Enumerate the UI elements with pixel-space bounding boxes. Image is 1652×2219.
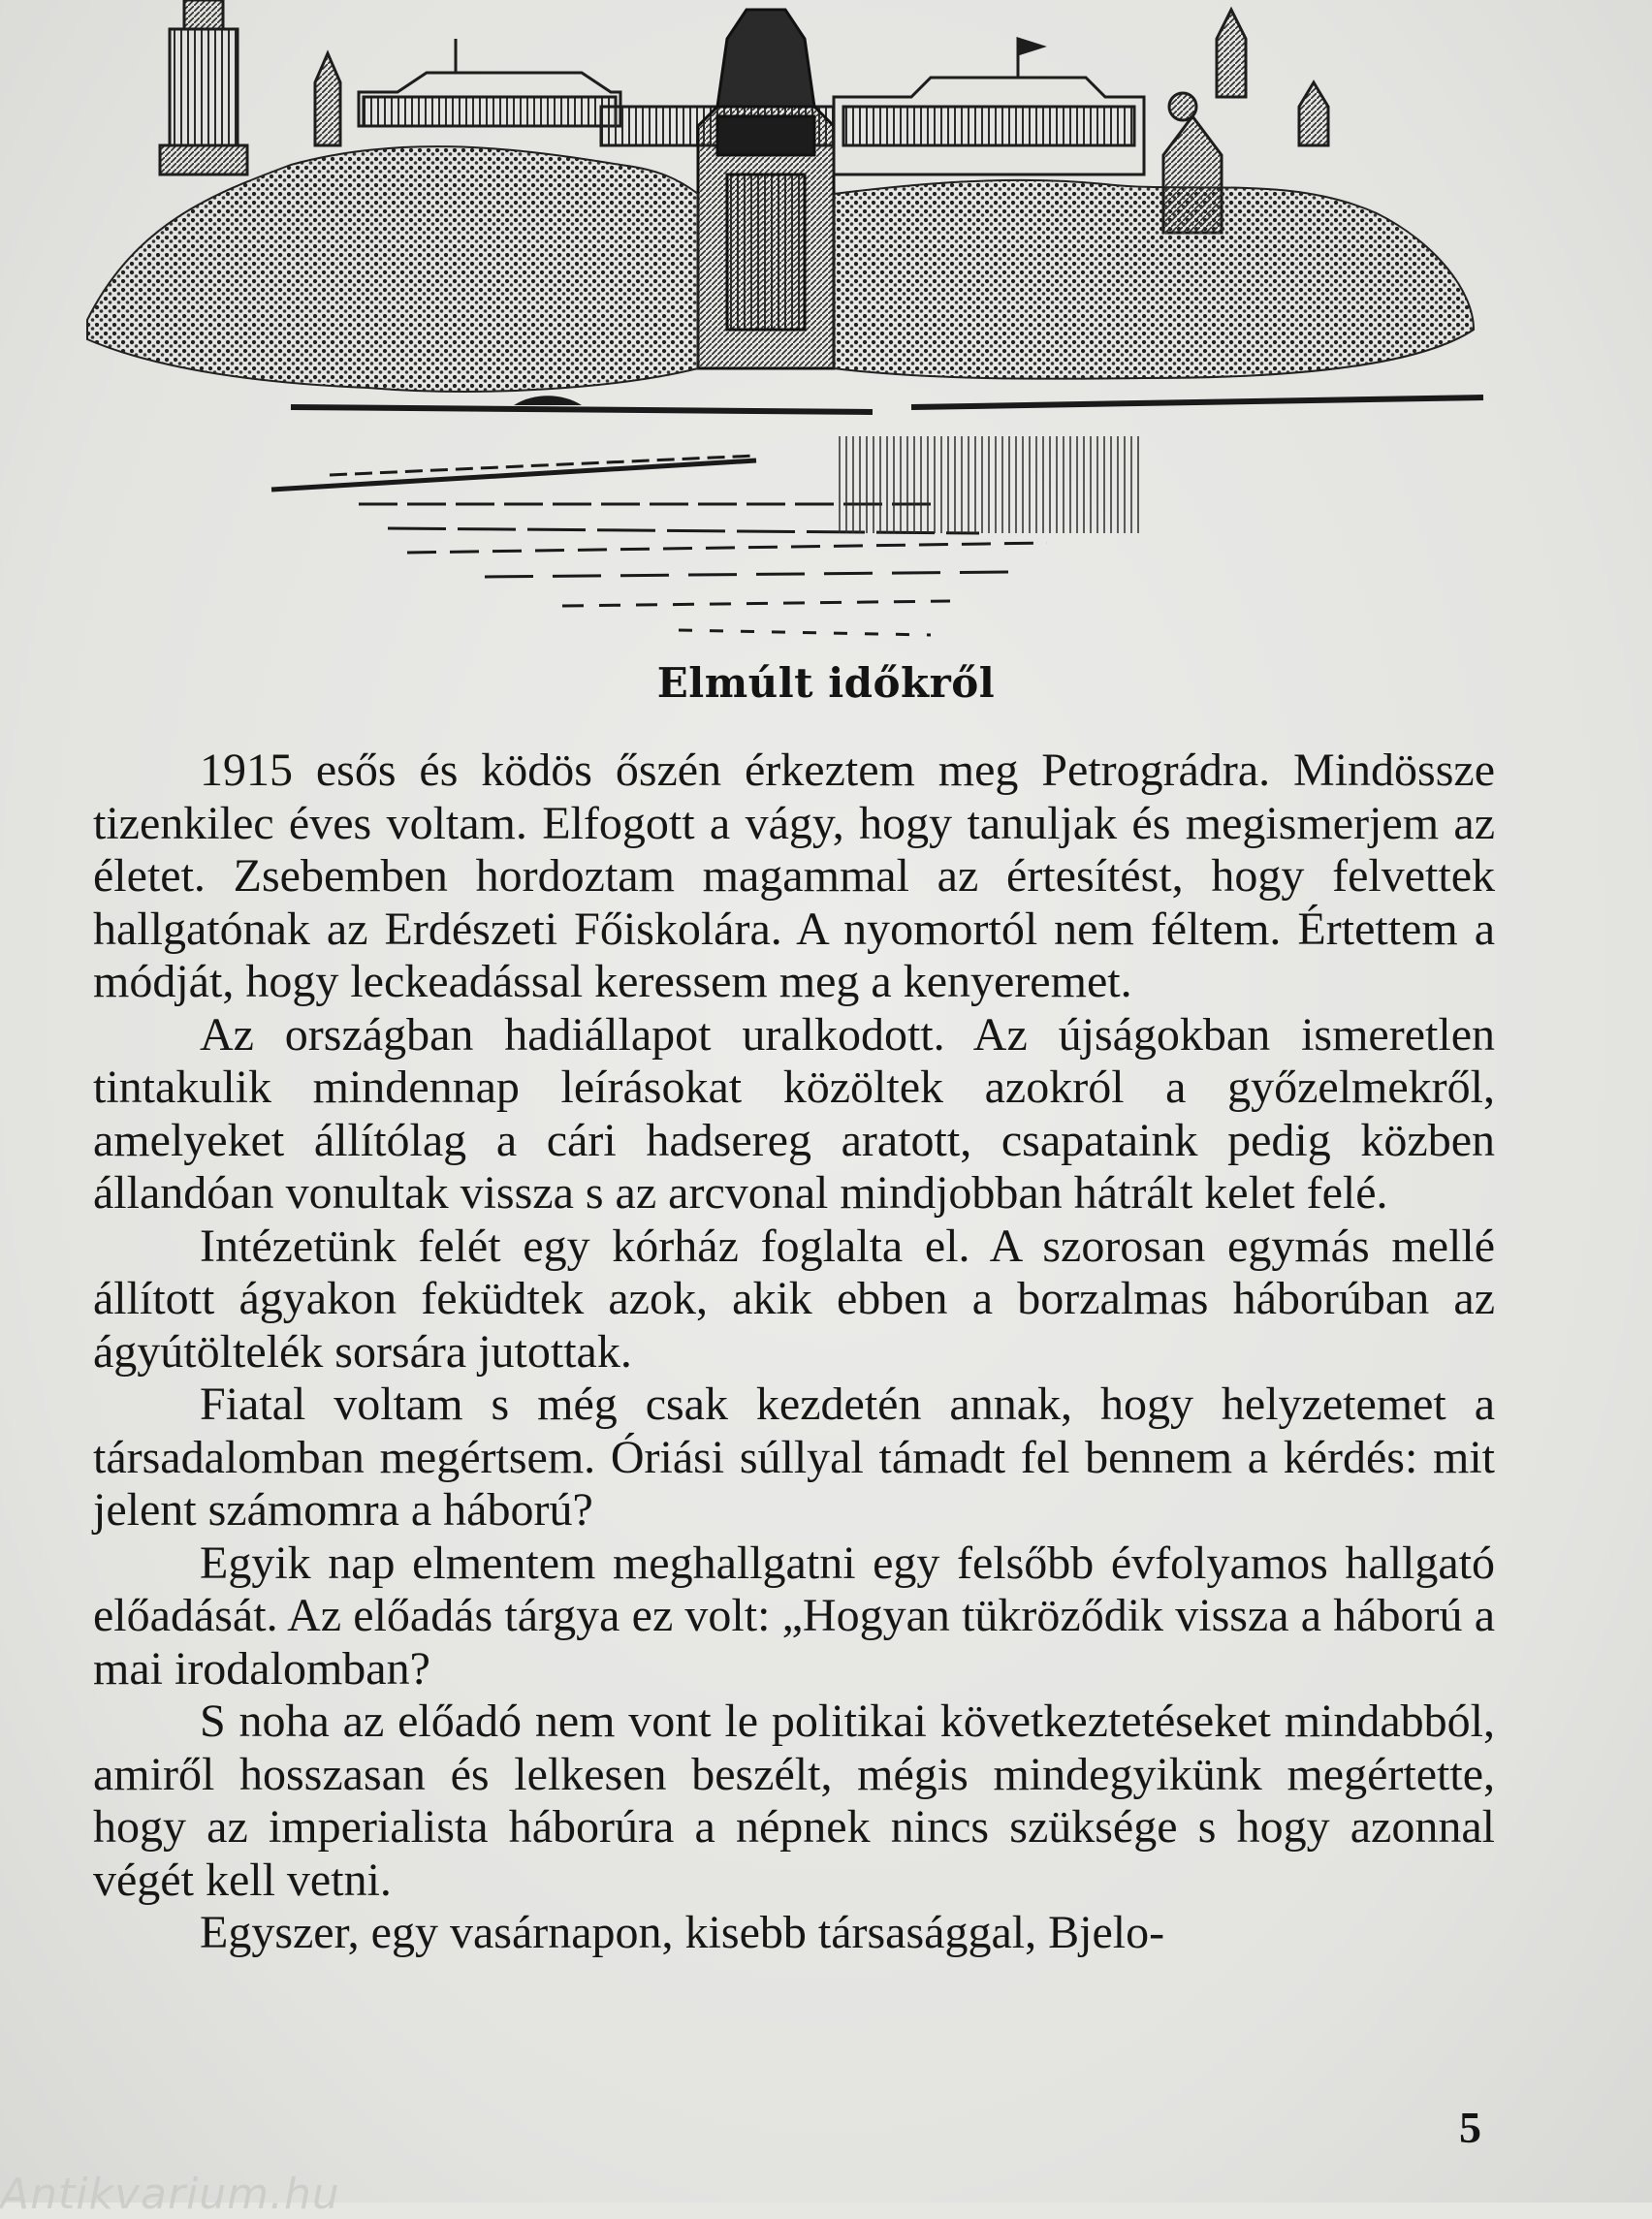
page-number: 5 — [1459, 2103, 1481, 2152]
paragraph: 1915 esős és ködös őszén érkeztem meg Petrográdra. Mindössze tizenkilec éves voltam. Elfogott a vágy, hogy tanuljak és megismerjem az életet. Zsebemben hordoztam magammal az értesítést, hogy felvettek hallgatónak az Erdészeti Főiskolára. A nyomortól nem féltem. Értettem a módját, hogy leckeadással keressem meg a kenyeremet. — [93, 745, 1495, 1007]
paragraph: Fiatal voltam s még csak kezdetén annak, hogy helyzetemet a társadalomban megértsem. Óriási súllyal támadt fel bennem a kérdés: mit jelent számomra a háború? — [93, 1379, 1495, 1536]
watermark: Antikvarium.hu — [0, 2170, 340, 2219]
left-tower — [160, 0, 247, 174]
paragraph: Intézetünk felét egy kórház foglalta el. A szorosan egymás mellé állított ágyakon feküdtek azok, akik ebben a borzalmas háborúban az ágyútöltelék sorsára jutottak. — [93, 1220, 1495, 1378]
kremlin-riverside-drawing-icon — [78, 0, 1493, 650]
paragraph: Az országban hadiállapot uralkodott. Az újságokban ismeretlen tintakulik mindennap leírásokat közöltek azokról a győzelmekről, amelyeket állítólag a cári hadsereg aratott, csapataink pedig közben állandóan vonultak vissza s az arcvonal mindjobban hátrált kelet felé. — [93, 1008, 1495, 1219]
chapter-title: Elmúlt időkről — [656, 659, 996, 707]
chapter-body — [93, 745, 1495, 1960]
paragraph: Egyszer, egy vasárnapon, kisebb társasággal, Bjelo- — [200, 1907, 1165, 1958]
paragraph: Egyik nap elmentem meghallgatni egy felsőbb évfolyamos hallgató előadását. Az előadás tárgya ez volt: „Hogyan tükröződik vissza a háború a mai irodalomban? — [93, 1537, 1495, 1695]
paragraph: S noha az előadó nem vont le politikai következtetéseket mindabból, amiről hosszasan és lelkesen beszélt, mégis mindegyikünk megértette, hogy az imperialista háborúra a népnek nincs szüksége s hogy azonnal végét kell vetni. — [93, 1696, 1495, 1906]
